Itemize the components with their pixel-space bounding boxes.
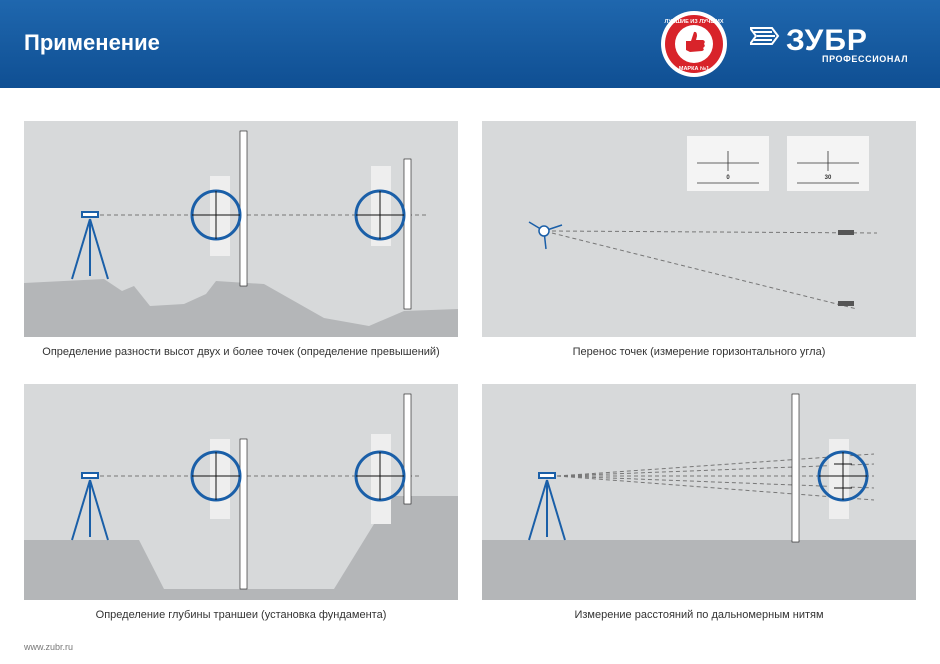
caption-point-transfer: Перенос точек (измерение горизонтального угла) bbox=[572, 346, 826, 358]
leveling-staff-2 bbox=[404, 394, 411, 504]
leveling-staff bbox=[792, 394, 799, 542]
brand-tagline: ПРОФЕССИОНАЛ bbox=[822, 54, 909, 64]
level-tripod-icon bbox=[72, 212, 108, 279]
leveling-staff-1 bbox=[240, 439, 247, 589]
footer-url[interactable]: www.zubr.ru bbox=[24, 642, 74, 652]
header-bar bbox=[0, 0, 940, 88]
scale-right-value: 30 bbox=[824, 175, 832, 181]
level-tripod-icon bbox=[529, 473, 565, 540]
panel-stadia-distance bbox=[482, 384, 916, 600]
best-brand-badge bbox=[660, 10, 728, 78]
page-title: Применение bbox=[24, 30, 160, 55]
brand-name: ЗУБР bbox=[786, 24, 868, 57]
badge-bottom-text: МАРКА №1 bbox=[678, 66, 710, 72]
point-transfer-illustration bbox=[482, 121, 916, 337]
stadia-distance-illustration bbox=[482, 384, 916, 600]
height-difference-illustration bbox=[24, 121, 458, 337]
badge-top-text: ЛУЧШИЕ ИЗ ЛУЧШИХ bbox=[664, 19, 724, 25]
trench-depth-illustration bbox=[24, 384, 458, 600]
tripod-top-view-icon bbox=[529, 222, 562, 249]
caption-trench-depth: Определение глубины траншеи (установка фундамента) bbox=[95, 609, 387, 621]
caption-height-difference: Определение разности высот двух и более точек (определение превышений) bbox=[42, 346, 440, 358]
panel-height-difference bbox=[24, 121, 458, 337]
leveling-staff-2 bbox=[404, 159, 411, 309]
target-pin-icon bbox=[838, 230, 854, 306]
panel-point-transfer bbox=[482, 121, 916, 337]
scale-left-value: 0 bbox=[726, 175, 730, 181]
caption-stadia-distance: Измерение расстояний по дальномерным нитям bbox=[574, 609, 824, 621]
panel-trench-depth bbox=[24, 384, 458, 600]
leveling-staff-1 bbox=[240, 131, 247, 286]
brand-arrow-icon bbox=[750, 28, 778, 44]
level-tripod-icon bbox=[72, 473, 108, 540]
